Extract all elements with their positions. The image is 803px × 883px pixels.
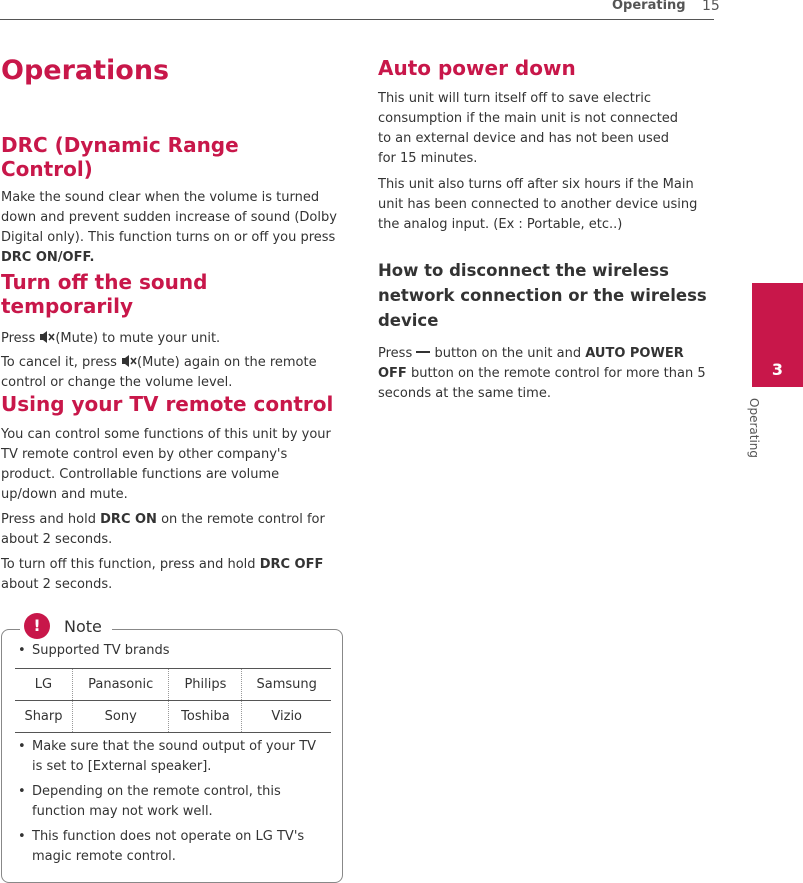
mute-line2: To cancel it, press (Mute) again on the remote control or change the volume level. [1, 355, 317, 390]
table-cell: Samsung [242, 669, 331, 701]
table-cell: LG [15, 669, 72, 701]
page-header [0, 0, 803, 22]
chapter-number: 3 [771, 360, 784, 379]
tv-remote-section [1, 392, 337, 595]
left-column [1, 55, 337, 86]
dash-button-icon [416, 351, 430, 353]
tv-brands-table [15, 668, 331, 733]
page-title: Operations [1, 55, 170, 86]
table-cell: Sony [72, 701, 169, 733]
tv-remote-para3: To turn off this function, press and hold DRC OFF about 2 seconds. [1, 557, 324, 592]
drc-bold: DRC ON/OFF. [1, 250, 95, 265]
note-title: Note [64, 616, 102, 636]
drc-heading: DRC (Dynamic Range Control) [1, 133, 239, 181]
table-cell: Toshiba [169, 701, 242, 733]
note-header [20, 613, 112, 639]
table-cell: Philips [169, 669, 242, 701]
chapter-label-wrap [723, 398, 761, 478]
table-cell: Vizio [242, 701, 331, 733]
disconnect-section [378, 258, 708, 404]
header-section: Operating [612, 0, 686, 13]
table-cell: Panasonic [72, 669, 169, 701]
tv-remote-para1: You can control some functions of this unit by your TV remote control even by other company's product. Controllable functions are volume up/down and mute. [1, 427, 331, 502]
header-rule [0, 19, 714, 20]
exclamation-icon: ! [24, 613, 50, 639]
drc-body: Make the sound clear when the volume is turned down and prevent sudden increase of sound (Dolby Digital only). This function turns on or off you press DRC ON/OFF. [1, 190, 337, 265]
drc-section [1, 133, 337, 268]
mute-heading: Turn off the sound temporarily [1, 270, 208, 318]
auto-power-heading: Auto power down [378, 56, 576, 80]
chapter-label: Operating [747, 398, 761, 458]
table-row [15, 701, 331, 733]
auto-power-para2: This unit also turns off after six hours if the Main unit has been connected to another device using the analog input. (Ex : Portable, etc..) [378, 177, 698, 232]
auto-power-para1: This unit will turn itself off to save electric consumption if the main unit is not connected to an external device and has not been used for 15 minutes. [378, 91, 679, 166]
page-number: 15 [702, 0, 720, 14]
table-cell: Sharp [15, 701, 72, 733]
mute-section [1, 270, 337, 393]
mute-icon [39, 330, 55, 344]
auto-power-section [378, 56, 716, 235]
disconnect-heading: How to disconnect the wireless network connection or the wireless device [378, 261, 707, 330]
table-row [15, 669, 331, 701]
mute-icon [121, 354, 137, 368]
tv-remote-heading: Using your TV remote control [1, 392, 334, 416]
mute-line1: Press (Mute) to mute your unit. [1, 331, 221, 346]
chapter-tab [752, 283, 803, 387]
tv-remote-para2: Press and hold DRC ON on the remote control for about 2 seconds. [1, 512, 325, 547]
disconnect-body: Press button on the unit and AUTO POWER OFF button on the remote control for more than 5 seconds at the same time. [378, 346, 706, 401]
